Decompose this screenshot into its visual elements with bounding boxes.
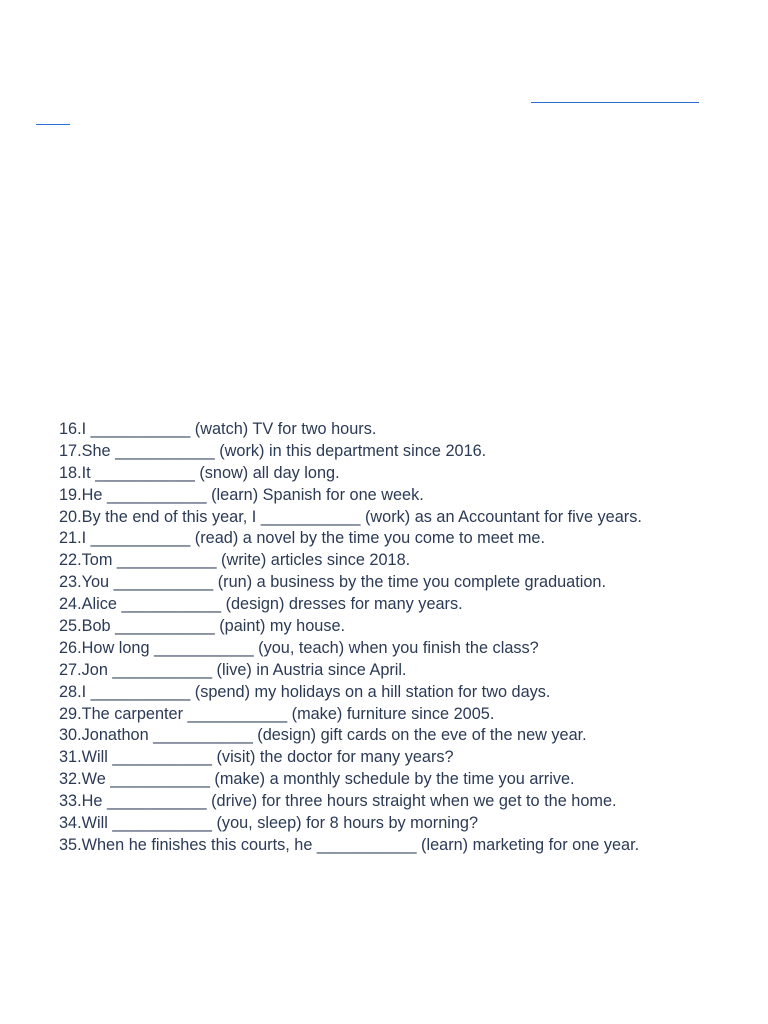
exercise-item: 17.She ___________ (work) in this department since 2016. [59, 441, 487, 460]
exercise-item: 19.He ___________ (learn) Spanish for one week. [59, 485, 424, 504]
exercise-item: 34.Will ___________ (you, sleep) for 8 hours by morning? [59, 814, 479, 833]
exercise-item: 26.How long ___________ (you, teach) when you finish the class? [59, 638, 539, 657]
exercise-item: 24.Alice ___________ (design) dresses for many years. [59, 595, 463, 614]
exercise-item: 35.When he finishes this courts, he ___________ (learn) marketing for one year. [59, 835, 640, 854]
exercise-item: 28.I ___________ (spend) my holidays on a hill station for two days. [59, 682, 551, 701]
exercise-item: 23.You ___________ (run) a business by the time you complete graduation. [59, 573, 607, 592]
exercise-item: 16.I ___________ (watch) TV for two hours. [59, 420, 377, 438]
exercise-item: 33.He ___________ (drive) for three hours straight when we get to the home. [59, 792, 617, 811]
exercise-item: 20.By the end of this year, I ___________ (work) as an Accountant for five years. [59, 507, 642, 526]
exercise-item: 31.Will ___________ (visit) the doctor for many years? [59, 748, 454, 767]
exercise-item: 32.We ___________ (make) a monthly schedule by the time you arrive. [59, 770, 575, 789]
hyperlink-underline-continuation[interactable] [36, 124, 70, 125]
exercise-item: 29.The carpenter ___________ (make) furniture since 2005. [59, 704, 495, 723]
exercise-list [59, 419, 642, 857]
exercise-item: 22.Tom ___________ (write) articles since 2018. [59, 551, 411, 570]
exercise-item: 18.It ___________ (snow) all day long. [59, 463, 340, 482]
exercise-item: 30.Jonathon ___________ (design) gift cards on the eve of the new year. [59, 726, 587, 745]
exercise-item: 25.Bob ___________ (paint) my house. [59, 617, 346, 636]
exercise-item: 27.Jon ___________ (live) in Austria since April. [59, 660, 407, 679]
hyperlink-underline[interactable] [531, 102, 699, 103]
exercise-item: 21.I ___________ (read) a novel by the time you come to meet me. [59, 529, 546, 548]
